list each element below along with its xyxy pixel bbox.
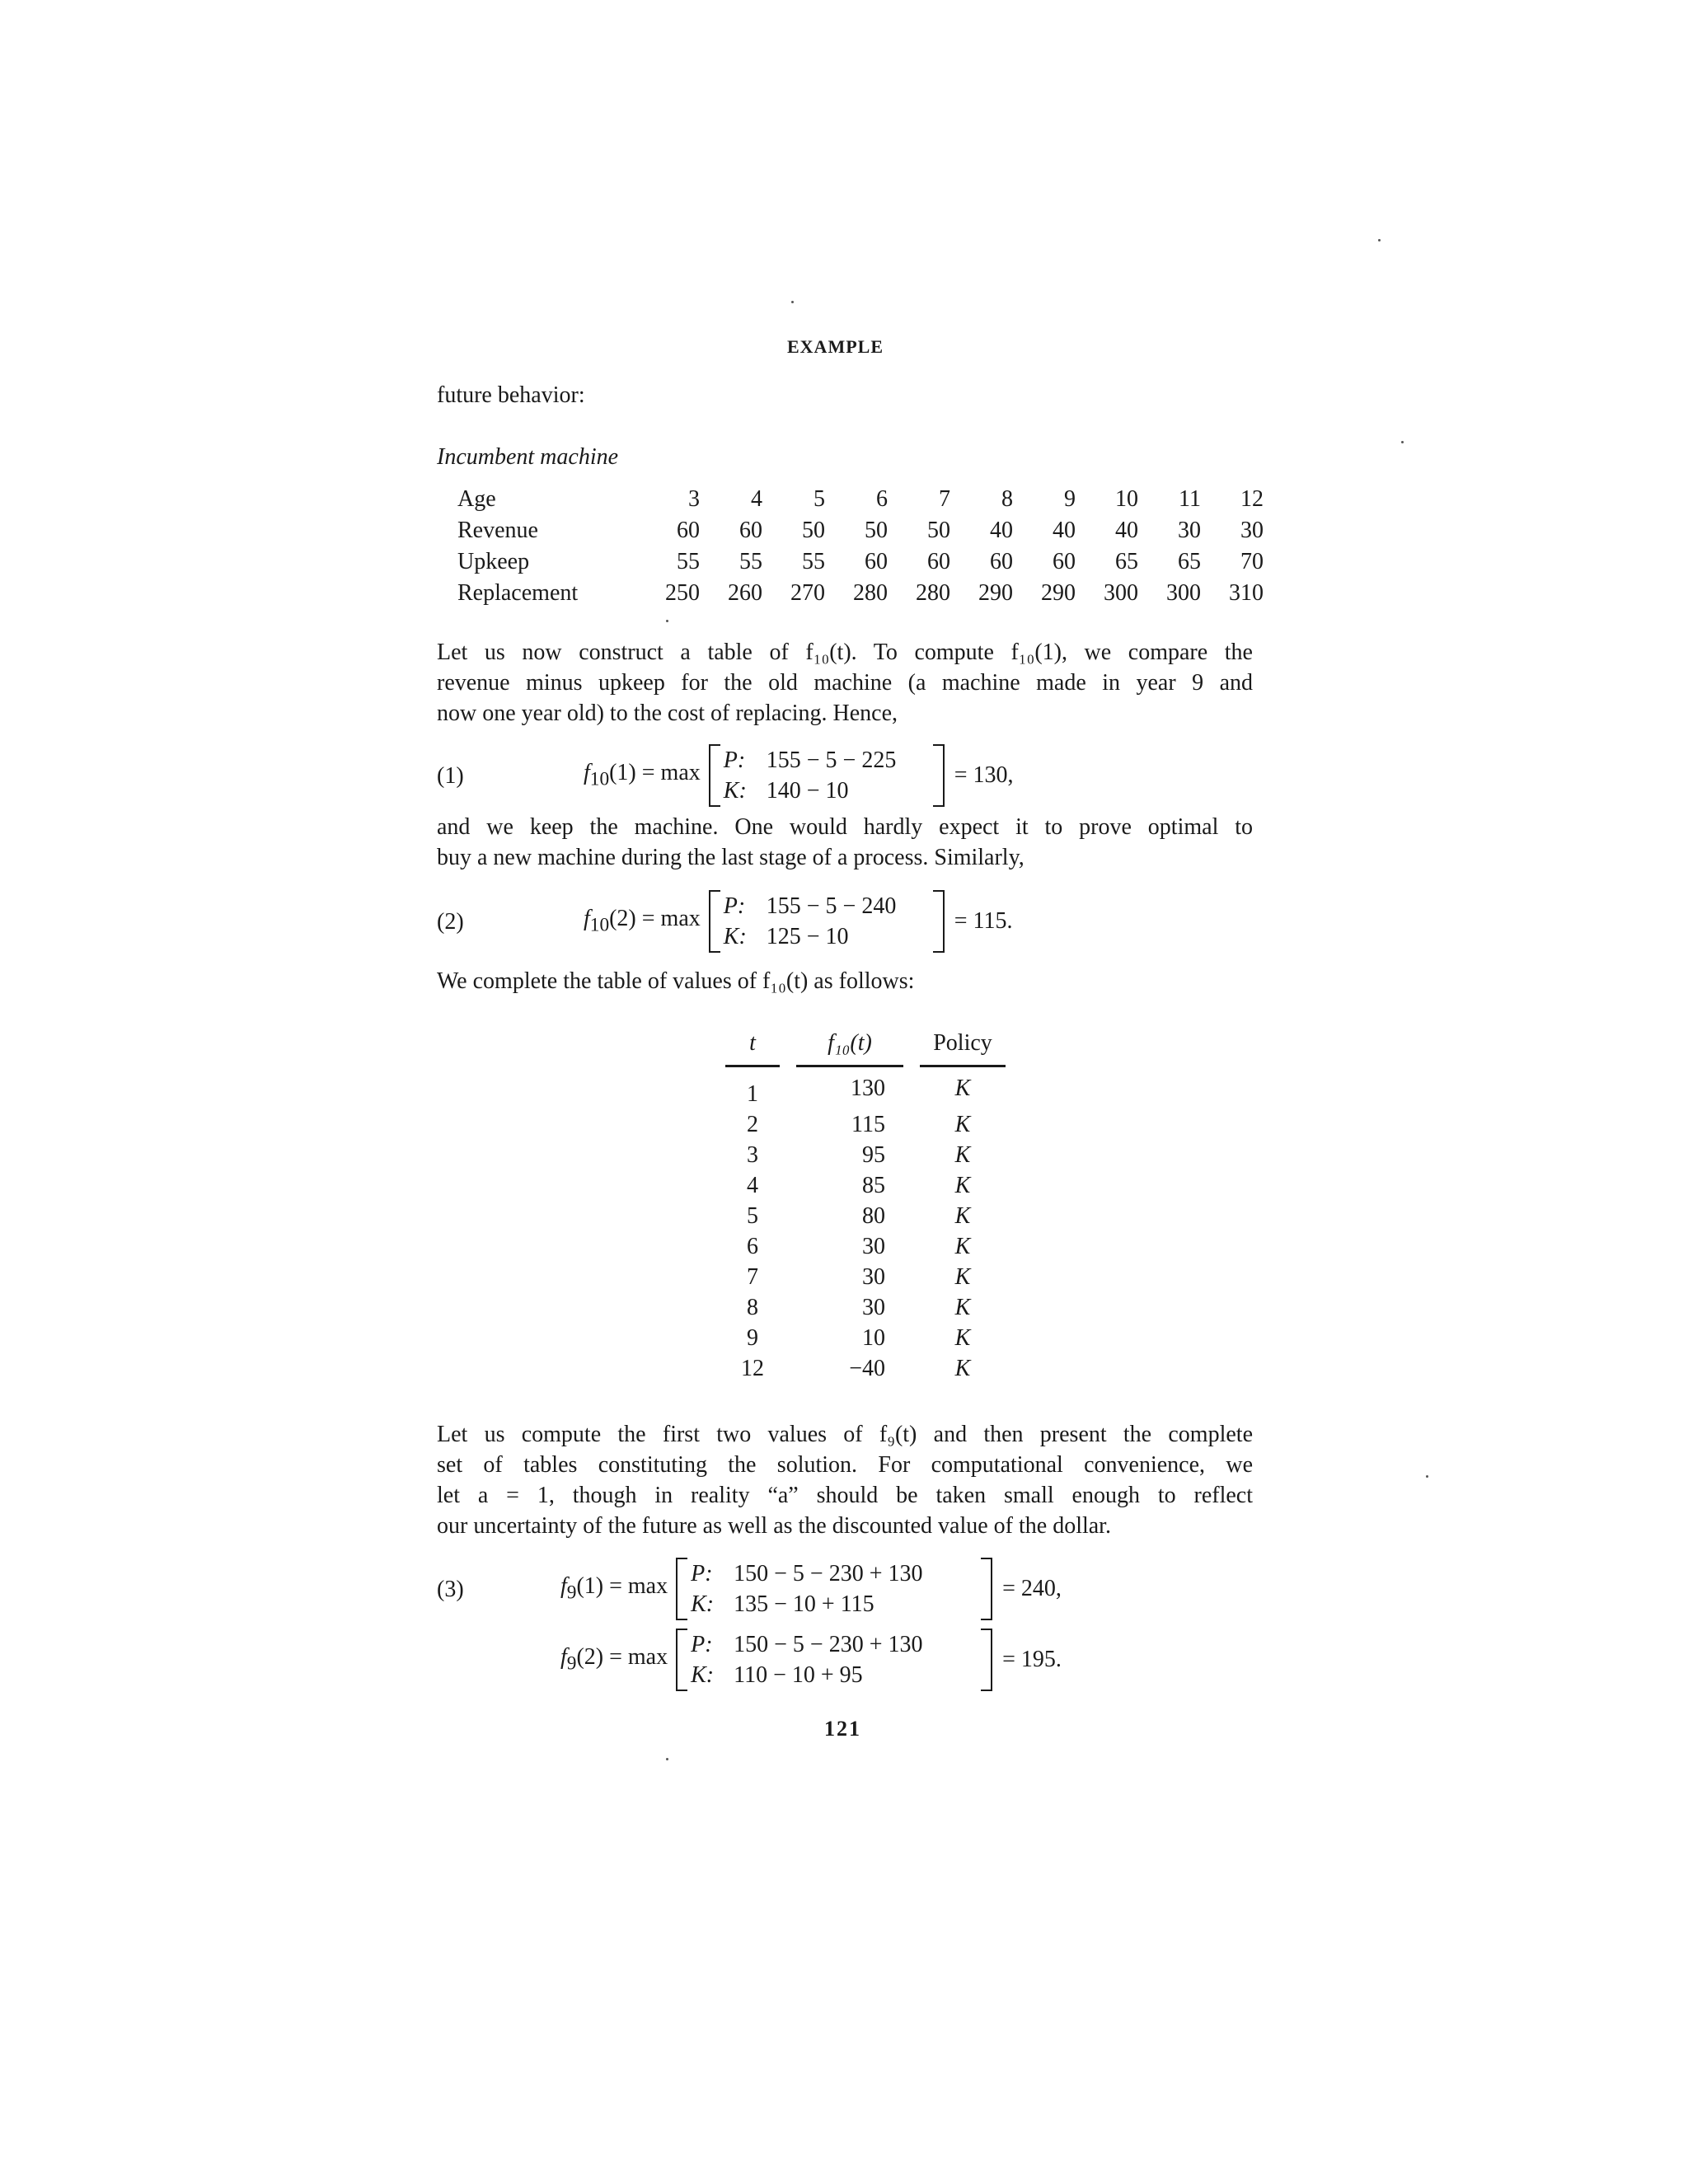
cell-policy: K [954, 1234, 971, 1259]
keep-label: K: [723, 778, 747, 804]
cell-policy: K [954, 1203, 971, 1229]
scan-speck [666, 620, 668, 622]
scan-speck [791, 301, 794, 303]
cell-t: 5 [747, 1203, 758, 1229]
purchase-expr: 155 − 5 − 225 [766, 748, 897, 773]
cell-f10: −40 [849, 1356, 885, 1381]
keep-expr: 140 − 10 [766, 778, 849, 804]
header-policy: Policy [920, 1022, 1006, 1066]
f10-row [725, 1353, 1006, 1384]
incumbent-row [457, 484, 1264, 515]
f10-values-table [725, 1022, 1006, 1384]
equation-1-number: (1) [437, 763, 464, 789]
cell-value: 40 [1053, 518, 1076, 543]
left-bracket [676, 1629, 687, 1691]
page-number: 121 [824, 1717, 861, 1741]
row-label: Age [457, 486, 496, 512]
para4-line: Let us compute the first two values of f₉(t) and then present the complete [437, 1422, 1253, 1447]
cell-value: 40 [990, 518, 1013, 543]
cell-f10: 85 [862, 1173, 885, 1198]
purchase-label: P: [691, 1632, 713, 1657]
cell-f10: 30 [862, 1234, 885, 1259]
para4-line: let a = 1, though in reality “a” should be taken small enough to reflect [437, 1483, 1253, 1508]
para4-line: our uncertainty of the future as well as the discounted value of the dollar. [437, 1513, 1111, 1539]
cell-policy: K [954, 1112, 971, 1137]
cell-value: 8 [1001, 486, 1013, 512]
cell-value: 60 [927, 549, 950, 574]
cell-value: 55 [677, 549, 700, 574]
cell-t: 7 [747, 1264, 758, 1290]
cell-f10: 95 [862, 1142, 885, 1168]
purchase-expr: 150 − 5 − 230 + 130 [734, 1561, 923, 1586]
cell-value: 65 [1178, 549, 1201, 574]
keep-expr: 125 − 10 [766, 924, 849, 949]
cell-value: 11 [1179, 486, 1201, 512]
cell-value: 290 [978, 580, 1013, 606]
scan-speck [1426, 1475, 1428, 1478]
right-bracket [981, 1629, 992, 1691]
cell-value: 55 [739, 549, 762, 574]
paragraph-1 [437, 637, 1253, 729]
cell-value: 280 [916, 580, 950, 606]
right-bracket [981, 1558, 992, 1620]
purchase-label: P: [723, 893, 746, 919]
keep-label: K: [691, 1662, 715, 1688]
paragraph-2 [437, 812, 1253, 873]
f10-row [725, 1109, 1006, 1140]
cell-policy: K [954, 1264, 971, 1290]
cell-value: 60 [739, 518, 762, 543]
cell-value: 60 [1053, 549, 1076, 574]
cell-value: 12 [1240, 486, 1264, 512]
cell-t: 8 [747, 1295, 758, 1320]
cell-t: 1 [747, 1081, 758, 1107]
equation-3a [560, 1558, 1062, 1620]
cell-value: 290 [1041, 580, 1076, 606]
row-label: Upkeep [457, 549, 530, 574]
cell-t: 3 [747, 1142, 758, 1168]
cell-policy: K [954, 1356, 971, 1381]
equation-2-number: (2) [437, 909, 464, 935]
cell-value: 5 [814, 486, 825, 512]
eq-result: = 240, [1002, 1576, 1062, 1601]
cell-value: 270 [790, 580, 825, 606]
keep-expr: 110 − 10 + 95 [734, 1662, 863, 1688]
cell-value: 50 [802, 518, 825, 543]
equation-1 [584, 744, 1014, 807]
f10-row [725, 1323, 1006, 1353]
intro-line: future behavior: [437, 382, 585, 408]
para1-line: Let us now construct a table of f₁₀(t). To compute f₁₀(1), we compare the [437, 640, 1253, 665]
cell-f10: 115 [851, 1112, 885, 1137]
purchase-label: P: [691, 1561, 713, 1586]
equation-3b [560, 1629, 1062, 1691]
f10-row [725, 1292, 1006, 1323]
incumbent-row [457, 578, 1264, 609]
scan-speck [1378, 239, 1381, 241]
running-header: EXAMPLE [787, 336, 884, 357]
keep-expr: 135 − 10 + 115 [734, 1591, 874, 1617]
cell-value: 280 [853, 580, 888, 606]
cell-policy: K [954, 1142, 971, 1168]
f10-row [725, 1201, 1006, 1231]
cell-value: 3 [688, 486, 700, 512]
cell-value: 50 [865, 518, 888, 543]
header-t: t [725, 1022, 780, 1066]
f10-row [725, 1066, 1006, 1110]
cell-t: 12 [741, 1356, 764, 1381]
f10-row [725, 1170, 1006, 1201]
cell-value: 300 [1104, 580, 1138, 606]
cell-f10: 130 [851, 1076, 885, 1101]
para4-line: set of tables constituting the solution. For computational convenience, we [437, 1452, 1253, 1478]
left-bracket [709, 744, 720, 807]
eq-result: = 195. [1002, 1647, 1062, 1672]
section-label: Incumbent machine [437, 444, 619, 470]
equation-3-number: (3) [437, 1577, 464, 1602]
cell-value: 9 [1064, 486, 1076, 512]
left-bracket [709, 890, 720, 953]
eq-lhs: $f_{10}(1) = \max$ [584, 760, 701, 790]
eq-lhs: $f_{10}(2) = \max$ [584, 906, 701, 936]
cell-policy: K [954, 1173, 971, 1198]
keep-label: K: [723, 924, 747, 949]
purchase-expr: 150 − 5 − 230 + 130 [734, 1632, 923, 1657]
cell-f10: 10 [862, 1325, 885, 1351]
eq-result: = 115. [954, 908, 1013, 934]
eq-lhs: $f_9(2) = \max$ [560, 1644, 668, 1675]
cell-value: 60 [990, 549, 1013, 574]
cell-value: 40 [1115, 518, 1138, 543]
f10-row [725, 1231, 1006, 1262]
cell-policy: K [954, 1325, 971, 1351]
cell-value: 310 [1229, 580, 1264, 606]
cell-t: 2 [747, 1112, 758, 1137]
cell-t: 6 [747, 1234, 758, 1259]
cell-f10: 30 [862, 1295, 885, 1320]
cell-t: 9 [747, 1325, 758, 1351]
cell-value: 65 [1115, 549, 1138, 574]
cell-f10: 80 [862, 1203, 885, 1229]
para2-line: and we keep the machine. One would hardly expect it to prove optimal to [437, 814, 1253, 840]
keep-label: K: [691, 1591, 715, 1617]
cell-value: 300 [1166, 580, 1201, 606]
f10-row [725, 1262, 1006, 1292]
cell-policy: K [954, 1295, 971, 1320]
cell-value: 50 [927, 518, 950, 543]
cell-value: 4 [751, 486, 762, 512]
eq-result: = 130, [954, 762, 1014, 788]
cell-t: 4 [747, 1173, 758, 1198]
equation-2 [584, 890, 1013, 953]
cell-value: 10 [1115, 486, 1138, 512]
cell-value: 70 [1240, 549, 1264, 574]
row-label: Revenue [457, 518, 538, 543]
cell-f10: 30 [862, 1264, 885, 1290]
f10-row [725, 1140, 1006, 1170]
para2-line: buy a new machine during the last stage of a process. Similarly, [437, 845, 1025, 870]
left-bracket [676, 1558, 687, 1620]
purchase-label: P: [723, 748, 746, 773]
cell-value: 30 [1240, 518, 1264, 543]
paragraph-3: We complete the table of values of f₁₀(t) as follows: [437, 968, 915, 994]
right-bracket [933, 890, 945, 953]
cell-value: 55 [802, 549, 825, 574]
cell-value: 250 [665, 580, 700, 606]
row-label: Replacement [457, 580, 579, 606]
scan-speck [666, 1758, 668, 1760]
incumbent-row [457, 546, 1264, 578]
cell-policy: K [954, 1076, 971, 1101]
scan-speck [1401, 441, 1404, 443]
cell-value: 60 [677, 518, 700, 543]
cell-value: 7 [939, 486, 950, 512]
right-bracket [933, 744, 945, 807]
cell-value: 260 [728, 580, 762, 606]
incumbent-row [457, 515, 1264, 546]
purchase-expr: 155 − 5 − 240 [766, 893, 897, 919]
cell-value: 60 [865, 549, 888, 574]
paragraph-4 [437, 1419, 1253, 1541]
header-f10: f₁₀(t) [796, 1022, 903, 1066]
para1-line: revenue minus upkeep for the old machine (a machine made in year 9 and [437, 670, 1253, 696]
para1-line: now one year old) to the cost of replacing. Hence, [437, 701, 898, 726]
cell-value: 30 [1178, 518, 1201, 543]
eq-lhs: $f_9(1) = \max$ [560, 1573, 668, 1604]
incumbent-machine-table [457, 484, 1264, 609]
cell-value: 6 [876, 486, 888, 512]
